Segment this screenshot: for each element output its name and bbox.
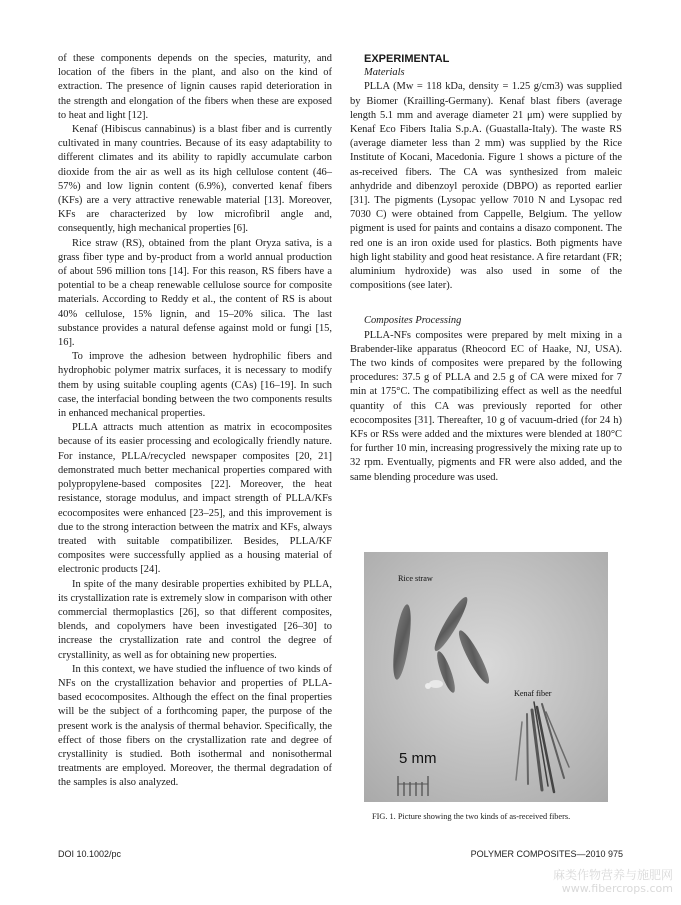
left-column bbox=[58, 52, 332, 791]
doi-footer: DOI 10.1002/pc bbox=[58, 849, 122, 859]
paragraph: In this context, we have studied the influence of two kinds of NFs on the crystallization behavior and properties of PLLA-based ecocomposites. Although the effect on the final properties will be the subject of a forthcoming paper, the purpose of the present work is the analysis of thermal behavior. Specifically, the effect of those fibers on the crystallization rate and degree of crystallinity is studied. Both isothermal and nonisothermal treatments are employed. Moreover, the thermal degradation of the samples is also analyzed. bbox=[58, 663, 332, 789]
scale-label: 5 mm bbox=[399, 750, 437, 767]
watermark-line: www.fibercrops.com bbox=[561, 882, 673, 895]
paragraph: In spite of the many desirable properties exhibited by PLLA, its crystallization rate is extremely slow in comparison with other commercial thermoplastics [26], so that different composites, blends, and copolymers have been investigated [26–30] to increase the crystallization rate and control the degree of crystallinity, as well as for obtaining new properties. bbox=[58, 578, 332, 661]
watermark bbox=[553, 868, 673, 896]
right-column bbox=[350, 52, 622, 485]
rice-straw-label: Rice straw bbox=[398, 574, 433, 583]
paragraph: PLLA-NFs composites were prepared by melt mixing in a Brabender-like apparatus (Rheocord EC of Haake, NJ, USA). The two kinds of composites were prepared by the following procedures: 37.5 g of PLLA and 2.5 g of CA were mixed for 7 min at 175°C. The compatibilizing effect as well as the needful quantity of this CA was previously reported for other ecocomposites [31]. Thereafter, 10 g of vacuum-dried (for 24 h) KFs or RSs were added and the mixtures were blended at 180°C for further 10 min, increasing progressively the mixing rate up to 32 rpm. Eventually, pigments and FR were also added, and the same blending procedure was used. bbox=[350, 329, 622, 483]
subsection-heading: Composites Processing bbox=[364, 315, 462, 327]
paragraph: To improve the adhesion between hydrophilic fibers and hydrophobic polymer matrix surfaces, it is necessary to modify them by using suitable coupling agents (CAs) [16–19]. In such case, the interfacial bonding between the two components results in enhanced mechanical properties. bbox=[58, 351, 332, 420]
kenaf-fiber-label: Kenaf fiber bbox=[514, 689, 552, 698]
journal-footer: POLYMER COMPOSITES—2010 975 bbox=[470, 849, 623, 859]
watermark-line: 麻类作物营养与施肥网 bbox=[552, 868, 673, 882]
paragraph: PLLA attracts much attention as matrix in ecocomposites because of its easier processing and ecologically friendly nature. For instance, PLLA/recycled newspaper composites [20, 21] demonstrated much better mechanical properties compared with polypropylene-based composites [22]. Moreover, the heat resistance, storage modulus, and impact strength of PLLA/KFs ecocomposites were enhanced [23–25], and this improvement is due to the strong interaction between the matrix and KFs, always treated with suitable compatibilizer. Besides, PLLA/KF composites were successfully applied as a housing material of electronic products [24]. bbox=[58, 422, 332, 576]
paragraph: Kenaf (Hibiscus cannabinus) is a blast fiber and is currently cultivated in many countries. Because of its easy adaptability to different climates and its ability to rapidly accumulate carbon dioxide from the air as well as its high cellulose content (46–57%) and low lignin content (6.9%), converted kenaf fibers (KFs) are a very attractive renewable material [13]. Moreover, KFs are characterized by low microfibril angle and, consequently, high mechanical properties [6]. bbox=[58, 124, 332, 235]
section-heading: EXPERIMENTAL bbox=[364, 53, 450, 65]
paragraph: Rice straw (RS), obtained from the plant Oryza sativa, is a grass fiber type and by-product from a world annual production of about 596 million tons [14]. For this reason, RS fibers have a potential to be a cheap renewable cellulose source for composite materials. According to Reddy et al., the content of RS is about 40% cellulose, 15% lignin, and 15–20% silica. The last substance provides a natural defense against mold or fungi [15, 16]. bbox=[58, 237, 332, 349]
figure-photo bbox=[364, 552, 608, 802]
paragraph: of these components depends on the species, maturity, and location of the fibers in the plant, and also on the kind of extraction. The presence of lignin causes rapid deterioration in the strength and elongation of the fibers when these are exposed to heat and light [12]. bbox=[58, 53, 332, 121]
paragraph: PLLA (Mw = 118 kDa, density = 1.25 g/cm3) was supplied by Biomer (Krailling-Germany). Kenaf blast fibers (average length 5.1 mm and average diameter 21 μm) were supplied by Kenaf Eco Fibers Italia S.p.A. (Guastalla-Italy). The waste RS (average diameter less than 2 mm) was supplied by the Rice Institute of Kocani, Macedonia. Figure 1 shows a picture of the as-received fibers. The CA was synthesized from maleic anhydride and dibenzoyl peroxide (DBPO) as reported earlier [31]. The pigments (Lysopac yellow 7010 N and Lysopac red 7030 C) were obtained from Cappelle, Belgium. The yellow pigment is used for paints and contains a disazo component. The red one is an iron oxide used for plastics. Both pigments have high light stability and good heat resistance. A fire retardant (FR; aluminium hydroxide) was also used in some of the compositions (see later). bbox=[350, 81, 622, 292]
subsection-heading: Materials bbox=[364, 67, 405, 79]
figure-caption: FIG. 1. Picture showing the two kinds of as-received fibers. bbox=[372, 812, 571, 821]
